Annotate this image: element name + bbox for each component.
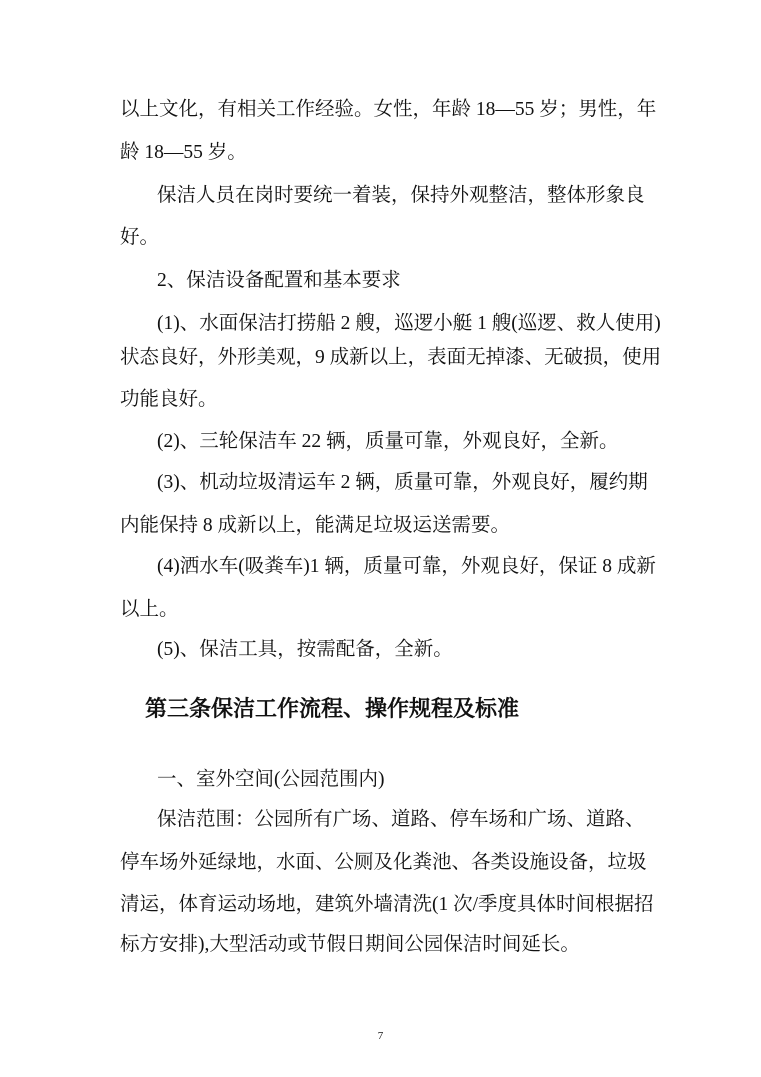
body-text-line: 状态良好，外形美观，9 成新以上，表面无掉漆、无破损，使用	[120, 347, 662, 368]
body-text-line: 停车场外延绿地，水面、公厕及化粪池、各类设施设备，垃圾	[120, 852, 647, 873]
body-text-line: 以上。	[120, 599, 179, 620]
list-item: (5)、保洁工具，按需配备，全新。	[157, 639, 453, 660]
list-item: (1)、水面保洁打捞船 2 艘，巡逻小艇 1 艘(巡逻、救人使用)	[157, 313, 661, 334]
subheading: 2、保洁设备配置和基本要求	[157, 270, 401, 291]
body-text-line: 标方安排),大型活动或节假日期间公园保洁时间延长。	[120, 934, 580, 955]
list-item: (4)洒水车(吸粪车)1 辆，质量可靠，外观良好，保证 8 成新	[157, 556, 656, 577]
section-heading: 第三条保洁工作流程、操作规程及标准	[145, 696, 520, 721]
body-text-line: 以上文化，有相关工作经验。女性，年龄 18—55 岁；男性，年	[120, 99, 657, 120]
body-text-line: 保洁范围：公园所有广场、道路、停车场和广场、道路、	[157, 809, 645, 830]
body-text-line: 保洁人员在岗时要统一着装，保持外观整洁，整体形象良	[157, 185, 645, 206]
body-text-line: 好。	[120, 227, 160, 248]
body-text-line: 内能保持 8 成新以上，能满足垃圾运送需要。	[120, 515, 511, 536]
body-text-line: 功能良好。	[120, 389, 218, 410]
list-item: (2)、三轮保洁车 22 辆，质量可靠，外观良好，全新。	[157, 431, 619, 452]
list-item: (3)、机动垃圾清运车 2 辆，质量可靠，外观良好，履约期	[157, 472, 648, 493]
page-number: 7	[377, 1030, 384, 1042]
body-text-line: 清运，体育运动场地，建筑外墙清洗(1 次/季度具体时间根据招	[120, 894, 654, 915]
body-text-line: 龄 18—55 岁。	[120, 142, 247, 163]
subheading: 一、室外空间(公园范围内)	[157, 769, 385, 790]
